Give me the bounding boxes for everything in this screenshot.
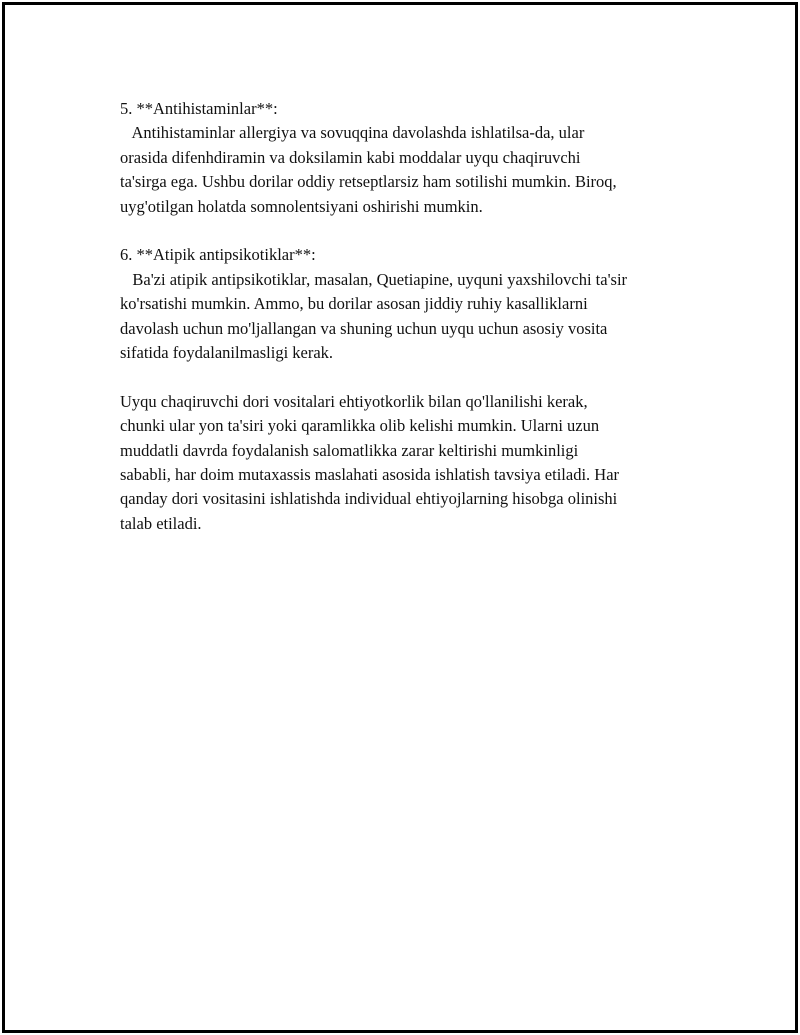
paragraph-line: talab etiladi.: [120, 513, 202, 533]
conclusion-paragraph: [120, 390, 700, 536]
paragraph-line: uyg'otilgan holatda somnolentsiyani oshirishi mumkin.: [120, 196, 483, 216]
paragraph-line: orasida difenhdiramin va doksilamin kabi moddalar uyqu chaqiruvchi: [120, 147, 581, 167]
paragraph-line: Ba'zi atipik antipsikotiklar, masalan, Quetiapine, uyquni yaxshilovchi ta'sir: [120, 269, 628, 289]
paragraph-line: muddatli davrda foydalanish salomatlikka zarar keltirishi mumkinligi: [120, 440, 579, 460]
paragraph-line: ko'rsatishi mumkin. Ammo, bu dorilar asosan jiddiy ruhiy kasalliklarni: [120, 294, 588, 314]
paragraph-line: davolash uchun mo'ljallangan va shuning uchun uyqu uchun asosiy vosita: [120, 318, 608, 338]
section-heading: 6. **Atipik antipsikotiklar**:: [120, 245, 316, 265]
paragraph-line: qanday dori vositasini ishlatishda individual ehtiyojlarning hisobga olinishi: [120, 489, 618, 509]
page-frame: [2, 2, 798, 1033]
section-heading: 5. **Antihistaminlar**:: [120, 99, 278, 118]
document-body: [120, 97, 700, 561]
paragraph-line: Uyqu chaqiruvchi dori vositalari ehtiyotkorlik bilan qo'llanilishi kerak,: [120, 391, 588, 411]
paragraph-line: chunki ular yon ta'siri yoki qaramlikka olib kelishi mumkin. Ularni uzun: [120, 416, 600, 436]
section-antihistamines: [120, 97, 700, 219]
paragraph-line: Antihistaminlar allergiya va sovuqqina davolashda ishlatilsa-da, ular: [120, 123, 585, 143]
paragraph-line: ta'sirga ega. Ushbu dorilar oddiy retseptlarsiz ham sotilishi mumkin. Biroq,: [120, 172, 617, 192]
paragraph-line: sifatida foydalanilmasligi kerak.: [120, 343, 334, 363]
section-atypical-antipsychotics: [120, 243, 700, 365]
paragraph-line: sababli, har doim mutaxassis maslahati asosida ishlatish tavsiya etiladi. Har: [120, 465, 620, 485]
